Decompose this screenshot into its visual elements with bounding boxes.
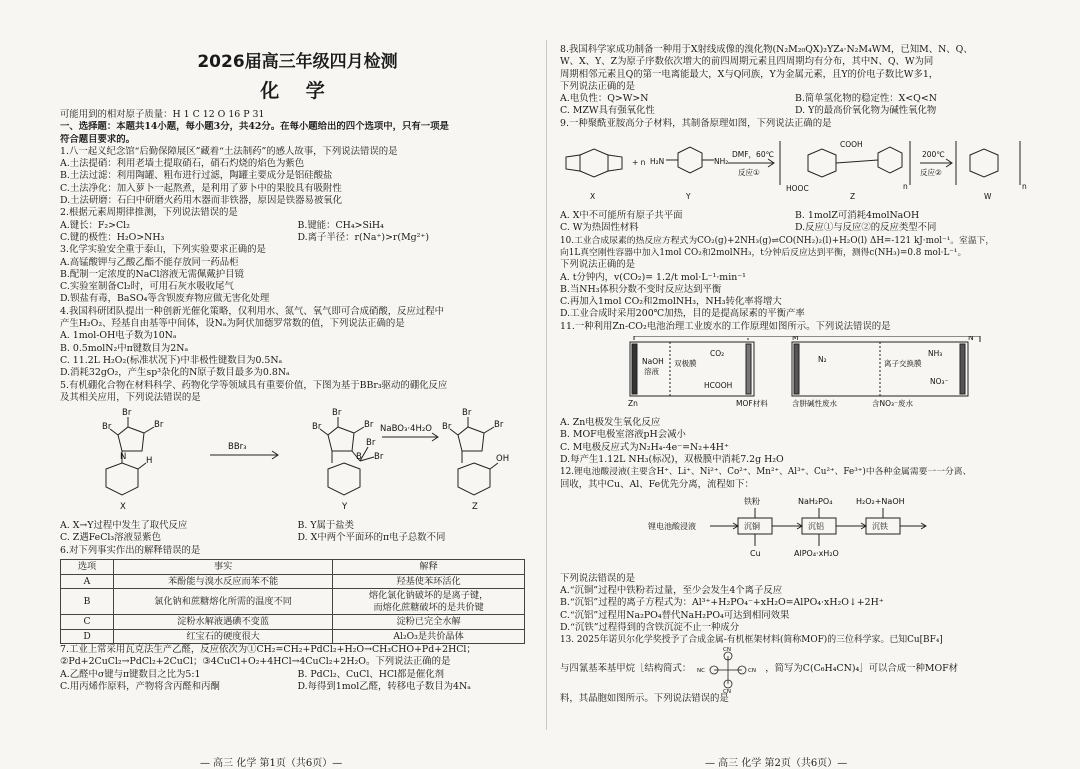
y-br-5: Br <box>374 452 384 463</box>
q11-stem: 11.一种利用Zn-CO₂电池治理工业废水的工作原理如图所示。下列说法错误的是 <box>560 320 891 332</box>
col-header-fact: 事实 <box>114 560 333 575</box>
zn-label: Zn <box>628 399 638 409</box>
question-5 <box>60 380 535 545</box>
col-header-explanation: 解释 <box>333 560 525 575</box>
q2-stem: 2.根据元素周期律推测，下列说法错误的是 <box>60 207 238 219</box>
q12-option-c: C.“沉铝”过程用Na₂PO₄替代NaH₂PO₄可达到相同效果 <box>560 609 790 621</box>
box-iron-label: 沉铁 <box>872 521 888 531</box>
q1-option-a: A.土法提硝：利用老墙土提取硝石，硝石灼烧的焰色为紫色 <box>60 158 305 170</box>
section-header-cont: 符合题目要求的。 <box>60 133 136 145</box>
waste2-label: 含NO₃⁻废水 <box>872 399 913 409</box>
y-nh2: NH₂ <box>714 157 729 167</box>
q8-option-b: B.简单氢化物的稳定性：X<Q<N <box>795 93 937 105</box>
nh3-label: NH₃ <box>928 349 943 359</box>
question-3 <box>60 244 535 305</box>
q4-option-b: B. 0.5molN₂中π键数目为2Nₐ <box>60 342 189 354</box>
n2-label: N₂ <box>818 355 827 365</box>
row-option: C <box>61 615 114 630</box>
q13-stem-3: 料，其晶胞如图所示。下列说法错误的是 <box>560 692 729 704</box>
q5-stem: 5.有机硼化合物在材料科学、药物化学等领域具有重要价值，下图为基于BBr₃驱动的硼化反应 <box>60 379 448 391</box>
y-br-4: Br <box>366 438 376 449</box>
out-alpo4: AlPO₄·xH₂O <box>794 548 839 558</box>
footer-left: — 高三 化学 第1页（共6页）— <box>200 758 343 769</box>
label-w: W <box>984 192 992 202</box>
footer-right: — 高三 化学 第2页（共6页）— <box>705 758 848 769</box>
q7-stem: 7.工业上常采用瓦克法生产乙醛，反应依次为①CH₂=CH₂+PdCl₂+H₂O→CH₃CHO+Pd+2HCl； <box>60 644 476 656</box>
label-x: X <box>120 502 126 513</box>
y-benzene-ring <box>678 147 702 173</box>
q10-option-c: C.再加入1mol CO₂和2molNH₃，NH₃转化率将增大 <box>560 296 782 308</box>
right-column <box>560 0 1030 764</box>
z-cooh: COOH <box>840 140 863 150</box>
co2-label: CO₂ <box>710 349 725 359</box>
question-13 <box>560 634 1030 705</box>
q8-option-c: C. MZW具有强氧化性 <box>560 105 655 117</box>
z-br-3: Br <box>494 420 504 431</box>
left-column <box>60 0 535 764</box>
question-7 <box>60 644 535 693</box>
x-pyrazole-ring <box>118 427 144 451</box>
z-br-2: Br <box>462 408 472 419</box>
exchange-label: 离子交换膜 <box>884 359 922 369</box>
q10-stem: 10.工业合成尿素的热反应方程式为CO₂(g)+2NH₃(g)⇌CO(NH₂)₂(l)+H₂O(l) ΔH=-121 kJ·mol⁻¹。室温下， <box>560 235 995 246</box>
q2-option-d: D.离子半径：r(Na⁺)>r(Mg²⁺) <box>297 231 430 243</box>
mof-electrode <box>746 344 751 394</box>
row-explanation: 淀粉已完全水解 <box>333 615 525 630</box>
exam-subject: 化 学 <box>260 80 335 102</box>
row-explanation-line2: 而熔化蔗糖破坏的是共价键 <box>373 601 484 613</box>
q4-option-c: C. 11.2L H₂O₂(标准状况下)中非极性键数目为0.5Nₐ <box>60 354 283 366</box>
mof-label: MOF材料 <box>736 399 768 409</box>
n-label: N <box>968 336 974 343</box>
q5-reaction-scheme <box>60 407 530 513</box>
table-row <box>61 574 525 589</box>
q7-stem-cont: ②Pd+2CuCl₂→PdCl₂+2CuCl；③4CuCl+O₂+4HCl→4CuCl₂+2H₂O。下列说法正确的是 <box>60 656 451 668</box>
q11-cell-diagram <box>560 336 1030 410</box>
z-br-1: Br <box>442 422 452 433</box>
q7-option-c: C.用丙烯作原料，产物将含丙醛和丙酮 <box>60 680 220 692</box>
q12-option-b: B.“沉铝”过程的离子方程式为：Al³⁺+H₂PO₄⁻+xH₂O=AlPO₄·xH₂O↓+2H⁺ <box>560 597 884 609</box>
row-explanation: 羟基使苯环活化 <box>333 574 525 589</box>
table-row <box>61 615 525 630</box>
q9-option-d: D.反应①与反应②的反应类型不同 <box>795 222 937 234</box>
hcooh-label: HCOOH <box>704 381 733 391</box>
q8-option-d: D. Y的最高价氧化物为碱性氧化物 <box>795 105 937 117</box>
q10-stem-3: 下列说法正确的是 <box>560 259 636 271</box>
no3-label: NO₃⁻ <box>930 377 949 387</box>
y-h2n: H₂N <box>650 157 665 167</box>
cond-1: DMF，60℃ <box>732 150 775 160</box>
z-hooc: HOOC <box>786 184 809 194</box>
q9-option-c: C. W为热固性材料 <box>560 222 639 234</box>
solution-label: 溶液 <box>644 367 659 377</box>
x-br-1: Br <box>102 422 112 433</box>
page-divider <box>546 40 547 730</box>
q1-option-c: C.土法净化：加入萝卜一起熬煮，是利用了萝卜中的果胶具有吸附性 <box>60 182 342 194</box>
cond-2b: 反应② <box>920 168 942 178</box>
label-z: Z <box>472 502 478 513</box>
q12-option-a: A.“沉铜”过程中铁粉若过量，至少会发生4个离子反应 <box>560 585 783 597</box>
box-aluminium-label: 沉铝 <box>808 521 824 531</box>
cn-right: CN <box>748 667 757 674</box>
question-9 <box>560 118 1030 235</box>
x-anhydride-core <box>580 149 608 177</box>
q4-option-d: D.消耗32gO₂，产生sp³杂化的N原子数目最多为0.8Nₐ <box>60 367 290 379</box>
q5-option-c: C. Z遇FeCl₃溶液显紫色 <box>60 532 162 544</box>
n-electrode <box>960 344 965 394</box>
w-imide-core <box>970 149 998 177</box>
question-2 <box>60 207 535 244</box>
q3-option-b: B.配制一定浓度的NaCl溶液无需佩戴护目镜 <box>60 268 244 280</box>
tetracyanophenylmethane-structure <box>691 647 765 693</box>
row-fact: 苯酚能与溴水反应而苯不能 <box>114 574 333 589</box>
q13-stem-2b: ，简写为C(C₆H₄CN)₄］可以合成一种MOF材 <box>765 663 959 675</box>
label-y: Y <box>686 192 691 202</box>
out-cu: Cu <box>750 548 761 558</box>
q6-stem: 6.对下列事实作出的解释错误的是 <box>60 544 201 556</box>
q11-option-a: A. Zn电极发生氧化反应 <box>560 417 661 429</box>
reagent-nabo3: NaBO₃·4H₂O <box>380 424 432 435</box>
q10-option-b: B.当NH₃体积分数不变时反应达到平衡 <box>560 283 722 295</box>
plus-sign: + n <box>632 158 646 168</box>
q5-option-d: D. X中两个平面环的π电子总数不同 <box>297 532 446 544</box>
feed-label: 锂电池酸浸液 <box>648 521 696 531</box>
reagent-bbr3: BBr₃ <box>228 442 247 453</box>
q2-option-a: A.键长：F₂>Cl₂ <box>60 219 130 231</box>
q7-option-d: D.每得到1mol乙醛，转移电子数目为4Nₐ <box>297 680 471 692</box>
y-b-atom: B <box>356 452 362 463</box>
x-benzene-ring <box>106 463 138 495</box>
q13-structure-line <box>560 647 1030 693</box>
naoh-label: NaOH <box>642 357 664 367</box>
q3-option-c: C.实验室制备Cl₂时，可用石灰水吸收尾气 <box>60 281 234 293</box>
row-fact: 淀粉水解液遇碘不变蓝 <box>114 615 333 630</box>
q3-option-a: A.高锰酸钾与乙酸乙酯不能存放同一药品柜 <box>60 256 239 268</box>
q5-option-a: A. X→Y过程中发生了取代反应 <box>60 520 188 532</box>
question-8 <box>560 44 1030 118</box>
question-6 <box>60 545 535 644</box>
z-benzene-ring <box>458 463 490 495</box>
col-header-option: 选项 <box>61 560 114 575</box>
q9-option-a: A. X中不可能所有原子共平面 <box>560 210 683 222</box>
cond-2: 200℃ <box>922 150 945 160</box>
z-oh: OH <box>496 454 510 465</box>
q1-option-d: D.土法研磨：石臼中研磨火药用木器而非铁器，原因是铁器易被氧化 <box>60 195 343 207</box>
q2-option-c: C.键的极性：H₂O>NH₃ <box>60 231 165 243</box>
question-4 <box>60 306 535 380</box>
reagent-ox: H₂O₂+NaOH <box>856 496 905 506</box>
question-10 <box>560 235 1030 321</box>
q7-option-b: B. PdCl₂、CuCl、HCl都是催化剂 <box>297 668 444 680</box>
q12-stem: 12.锂电池酸浸液(主要含H⁺、Li⁺、Ni²⁺、Co²⁺、Mn²⁺、Al³⁺、Cu²⁺、Fe³⁺)中各种金属需要一一分离、 <box>560 467 972 478</box>
question-1 <box>60 146 535 207</box>
row-explanation: Al₂O₃是共价晶体 <box>333 629 525 644</box>
z-pyrazole-ring <box>458 427 484 451</box>
q11-option-b: B. MOF电极室溶液pH会减小 <box>560 429 686 441</box>
cn-bottom: CN <box>723 688 732 693</box>
table-row <box>61 589 525 615</box>
q6-table <box>60 559 525 644</box>
q3-stem: 3.化学实验安全重于泰山，下列实验要求正确的是 <box>60 244 266 256</box>
q8-stem-3: 周期相邻元素且Q的第一电离能最大，X与Q同族，Y为金属元素，且Y的价电子数比W多1， <box>560 68 939 80</box>
m-electrode <box>794 344 799 394</box>
q8-stem-2: W、X、Y、Z为原子序数依次增大的前四周期元素且四周期均有分布，其中N、Q、W为同 <box>560 56 934 68</box>
label-z: Z <box>850 192 856 202</box>
q9-stem: 9.一种聚酰亚胺高分子材料，其制备原理如图，下列说法正确的是 <box>560 117 832 129</box>
q4-stem: 4.我国科研团队提出一种创新光催化策略，仅利用水、氮气、氧气即可合成硝酸，反应过程中 <box>60 305 444 317</box>
q13-stem-2a: 与四氰基苯基甲烷［结构简式： <box>560 663 692 675</box>
reagent-p: NaH₂PO₄ <box>798 496 833 506</box>
q1-stem: 1.八一起义纪念馆“后勤保障展区”藏着“土法制药”的感人故事，下列说法错误的是 <box>60 145 398 157</box>
cn-top: CN <box>723 646 732 653</box>
q12-sub: 下列说法错误的是 <box>560 572 636 584</box>
exam-title: 2026届高三年级四月检测 <box>197 52 398 72</box>
q7-option-a: A.乙醛中σ键与π键数目之比为5:1 <box>60 668 201 680</box>
q10-option-a: A. t分钟内，v(CO₂)= 1.2/t mol·L⁻¹·min⁻¹ <box>560 271 746 283</box>
q8-stem-4: 下列说法正确的是 <box>560 80 636 92</box>
zn-electrode <box>632 344 637 394</box>
label-x: X <box>590 192 596 202</box>
y-pyrazole-ring <box>328 427 354 451</box>
q10-stem-2: 向1L真空刚性容器中加入1mol CO₂和2molNH₃，t分钟后反应达到平衡，测得c(NH₃)=0.8 mol·L⁻¹。 <box>560 247 967 258</box>
x-br-2: Br <box>122 408 132 419</box>
q3-option-d: D.钡盐有毒，BaSO₄等含钡废弃物应做无害化处理 <box>60 293 270 305</box>
q12-stem-2: 回收，其中Cu、Al、Fe优先分离，流程如下： <box>560 478 754 490</box>
q5-option-b: B. Y属于盐类 <box>297 520 355 532</box>
x-n-atom: N <box>120 452 127 463</box>
bipolar-label: 双极膜 <box>674 359 697 369</box>
row-option: A <box>61 574 114 589</box>
q9-reaction-scheme <box>560 133 1030 203</box>
row-fact: 红宝石的硬度很大 <box>114 629 333 644</box>
q9-option-b: B. 1molZ可消耗4molNaOH <box>795 210 920 222</box>
section-header: 一、选择题：本题共14小题，每小题3分，共42分。在每小题给出的四个选项中，只有一项是 <box>60 121 449 133</box>
w-n: n <box>1022 182 1027 192</box>
q1-option-b: B.土法过滤：利用陶罐、粗布进行过滤，陶罐主要成分是铝硅酸盐 <box>60 170 333 182</box>
q8-stem: 8.我国科学家成功制备一种用于X射线成像的溴化物(N₂M₂₀QX)₂YZ₄·N₂M₄WM，已知M、N、Q、 <box>560 44 973 55</box>
x-br-3: Br <box>154 420 164 431</box>
table-row <box>61 629 525 644</box>
waste1-label: 含肼碱性废水 <box>792 399 837 409</box>
atomic-masses: 可能用到的相对原子质量：H 1 C 12 O 16 P 31 <box>60 109 265 120</box>
y-benzene-ring <box>328 463 360 495</box>
q5-stem-cont: 及其相关应用，下列说法错误的是 <box>60 391 201 403</box>
row-explanation-line1: 熔化氯化钠破坏的是离子键， <box>368 590 489 602</box>
q13-stem: 13. 2025年诺贝尔化学奖授予了合成金属-有机框架材料(简称MOF)的三位科学家。已知Cu[BF₄] <box>560 635 943 646</box>
m-label: M <box>792 336 799 343</box>
row-option: D <box>61 629 114 644</box>
label-y: Y <box>342 502 348 513</box>
q4-stem-cont: 产生H₂O₂、羟基自由基等中间体，设Nₐ为阿伏加德罗常数的值，下列说法正确的是 <box>60 318 405 330</box>
row-fact: 氯化钠和蔗糖熔化所需的温度不同 <box>114 589 333 615</box>
box-copper-label: 沉铜 <box>744 521 760 531</box>
q2-option-b: B.键能：CH₄>SiH₄ <box>297 219 384 231</box>
question-11 <box>560 321 1030 466</box>
y-br-1: Br <box>312 422 322 433</box>
row-option: B <box>61 589 114 615</box>
y-br-2: Br <box>332 408 342 419</box>
x-h-atom: H <box>146 456 153 467</box>
y-br-3: Br <box>364 420 374 431</box>
cond-1b: 反应① <box>738 168 760 178</box>
q12-flowchart <box>560 494 1030 566</box>
q8-option-a: A.电负性：Q>W>N <box>560 93 649 105</box>
nc-left: NC <box>697 667 706 674</box>
q10-option-d: D.工业合成时采用200℃加热，目的是提高尿素的平衡产率 <box>560 308 805 320</box>
q11-option-c: C. M电极反应式为N₂H₄-4e⁻=N₂+4H⁺ <box>560 441 729 453</box>
question-12 <box>560 466 1030 634</box>
z-benzene-core <box>808 149 836 177</box>
row-explanation <box>333 589 525 615</box>
reagent-fe: 铁粉 <box>744 496 760 506</box>
q4-option-a: A. 1mol-OH电子数为10Nₐ <box>60 330 177 342</box>
z-n: n <box>903 182 908 192</box>
table-header-row <box>61 560 525 575</box>
q11-option-d: D.每产生1.12L NH₃(标况)，双极膜中消耗7.2g H₂O <box>560 453 784 465</box>
q12-option-d: D.“沉铁”过程得到的含铁沉淀不止一种成分 <box>560 622 740 634</box>
